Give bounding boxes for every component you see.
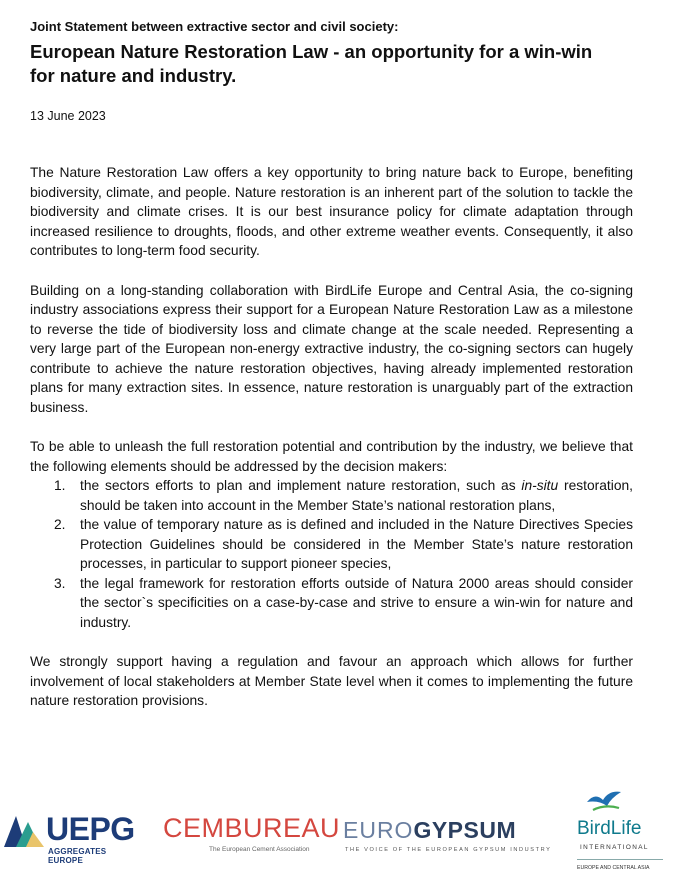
birdlife-international: INTERNATIONAL: [580, 844, 649, 851]
uepg-mountain-icon: [2, 810, 46, 848]
bird-icon: [585, 788, 625, 816]
paragraph-intro: The Nature Restoration Law offers a key opportunity to bring nature back to Europe, benefiting biodiversity, climate, and people. Nature restoration is an inherent part of the solution to tackle the biodiversity and climate crises. It is our best insurance policy for climate adaptation through increased resilience to droughts, floods, and other extreme weather events. Consequently, it also contributes to long-term food security.: [30, 165, 633, 258]
eurogypsum-wordmark: [343, 816, 516, 844]
birdlife-logo: [575, 788, 670, 880]
list-item-number: 2.: [54, 517, 66, 532]
paragraph-conclusion: We strongly support having a regulation and favour an approach which allows for further involvement of local stakeholders at Member State level when it comes to implementing the future nature restoration provisions.: [30, 654, 633, 708]
uepg-tagline: AGGREGATES EUROPE: [48, 847, 107, 865]
list-item-number: 3.: [54, 575, 66, 591]
list-item-text-start: the sectors efforts to plan and implement nature restoration, such as: [80, 478, 522, 493]
cembureau-tagline: The European Cement Association: [209, 846, 310, 853]
title-line-1: European Nature Restoration Law - an opportunity for a win-win: [30, 41, 593, 62]
statement-date: 13 June 2023: [30, 109, 106, 123]
eurogypsum-wordmark-euro: EURO: [343, 817, 414, 843]
paragraph-elements-intro: To be able to unleash the full restoration potential and contribution by the industry, we believe that the following elements should be addressed by the decision makers:: [30, 439, 633, 474]
statement-document: [30, 18, 633, 711]
statement-kicker: Joint Statement between extractive sector and civil society:: [30, 19, 399, 34]
eurogypsum-logo: [343, 816, 555, 856]
list-item-text: the legal framework for restoration efforts outside of Natura 2000 areas should consider the sector`s specificities on a case-by-case and strive to ensure a win-win for nature and industry.: [80, 575, 633, 630]
birdlife-divider: [577, 859, 663, 860]
title-line-2: for nature and industry.: [30, 65, 237, 86]
list-item-number: 1.: [54, 478, 66, 493]
list-item-text-end: restoration, should be taken into account in the Member State’s national restoration plans,: [80, 478, 633, 513]
page-title: [30, 40, 633, 88]
signatory-logos: [0, 780, 680, 884]
birdlife-wordmark: BirdLife: [577, 818, 642, 839]
list-item: [54, 476, 633, 515]
uepg-logo: [0, 810, 140, 865]
list-item: [54, 574, 633, 633]
eurogypsum-tagline: THE VOICE OF THE EUROPEAN GYPSUM INDUSTRY: [345, 847, 552, 853]
uepg-wordmark: UEPG: [46, 811, 135, 847]
paragraph-collaboration: Building on a long-standing collaboration with BirdLife Europe and Central Asia, the co-signing industry associations express their support for a European Nature Restoration Law as a milestone to reverse the tide of biodiversity loss and climate change at the scale needed. Representing a very large part of the European non-energy extractive industry, the co-signing sectors can hugely contribute to achieve the nature restoration objectives, having already implemented restoration plans for many extraction sites. In essence, nature restoration is unarguably part of the extraction business.: [30, 282, 633, 415]
cembureau-wordmark: CEMBUREAU: [163, 813, 341, 843]
list-item-text: the value of temporary nature as is defined and included in the Nature Directives Species Protection Guidelines should be considered in the Member State’s nature restoration processes, in particular to support pioneer species,: [80, 517, 633, 571]
cembureau-logo: [163, 812, 341, 860]
list-item-italic-term: in-situ: [521, 478, 559, 493]
birdlife-region: EUROPE AND CENTRAL ASIA: [577, 865, 650, 871]
eurogypsum-wordmark-gypsum: GYPSUM: [413, 817, 517, 843]
list-item: [54, 515, 633, 574]
elements-list: [30, 476, 633, 632]
